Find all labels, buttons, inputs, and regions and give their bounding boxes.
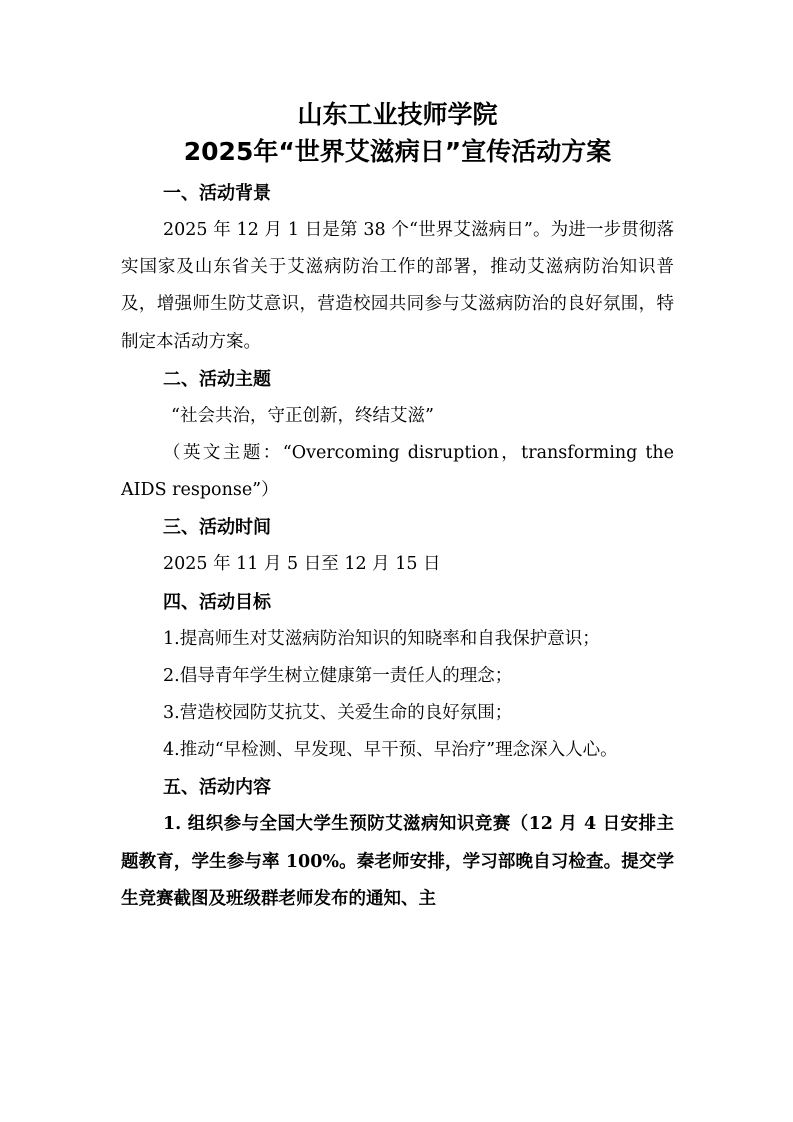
section-text-time: 2025 年 11 月 5 日至 12 月 15 日 [163,554,441,575]
section-heading-content: 五、活动内容 [163,777,271,799]
goal-item-1: 1.提高师生对艾滋病防治知识的知晓率和自我保护意识； [163,628,600,649]
theme-chinese: “社会共治，守正创新，终结艾滋” [171,405,434,426]
document-page [121,96,674,918]
content-item-1: 1. 组织参与全国大学生预防艾滋病知识竞赛（12 月 4 日安排主题教育，学生参与率 100%。秦老师安排，学习部晚自习检查。提交学生竞赛截图及班级群老师发布的通知、主 [121,814,674,909]
goal-item-3: 3.营造校园防艾抗艾、关爱生命的良好氛围； [163,703,513,724]
goal-item-2: 2.倡导青年学生树立健康第一责任人的理念； [163,665,513,686]
document-title-plan: 2025年“世界艾滋病日”宣传活动方案 [183,137,612,166]
goal-item-4: 4.推动“早检测、早发现、早干预、早治疗”理念深入人心。 [163,740,618,761]
section-heading-theme: 二、活动主题 [163,368,271,390]
document-title-school: 山东工业技师学院 [297,100,498,129]
section-heading-background: 一、活动背景 [163,183,271,204]
section-heading-time: 三、活动时间 [163,517,271,539]
section-text-background: 2025 年 12 月 1 日是第 38 个“世界艾滋病日”。为进一步贯彻落实国家及山东省关于艾滋病防治工作的部署，推动艾滋病防治知识普及，增强师生防艾意识，营造校园共同参与艾滋病防治的良好氛围，特制定本活动方案。 [121,220,674,352]
theme-english: （英文主题：“Overcoming disruption，transforming the AIDS response”） [121,443,674,501]
section-heading-goals: 四、活动目标 [163,591,271,613]
